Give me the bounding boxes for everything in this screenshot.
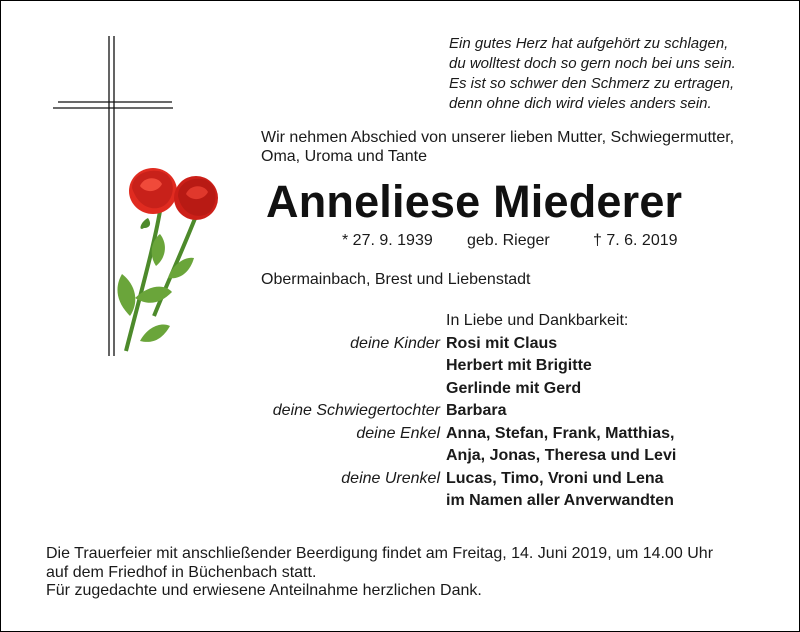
place-names: Obermainbach, Brest und Liebenstadt — [261, 271, 531, 288]
birth-date: * 27. 9. 1939 — [342, 232, 433, 249]
family-row — [0, 380, 800, 403]
footer-line: auf dem Friedhof in Büchenbach statt. — [46, 563, 317, 581]
poem-line: denn ohne dich wird vieles anders sein. — [449, 95, 712, 112]
family-row — [0, 425, 800, 448]
death-date: † 7. 6. 2019 — [593, 232, 678, 249]
family-row — [0, 335, 800, 358]
poem-line: Ein gutes Herz hat aufgehört zu schlagen, — [449, 35, 729, 52]
poem-line: du wolltest doch so gern noch bei uns sein. — [449, 55, 736, 72]
family-names: Rosi mit Claus — [446, 334, 558, 352]
family-row — [0, 492, 800, 515]
family-names: In Liebe und Dankbarkeit: — [446, 312, 629, 329]
intro-line: Oma, Uroma und Tante — [261, 148, 428, 165]
family-row — [0, 357, 800, 380]
family-names: Anna, Stefan, Frank, Matthias, — [446, 424, 675, 442]
family-relation: deine Urenkel — [341, 469, 440, 487]
footer-line: Die Trauerfeier mit anschließender Beerdigung findet am Freitag, 14. Juni 2019, um 14.00 Uhr — [46, 545, 714, 562]
family-row — [0, 470, 800, 493]
family-row — [0, 447, 800, 470]
family-names: Lucas, Timo, Vroni und Lena — [446, 469, 664, 487]
intro-line: Wir nehmen Abschied von unserer lieben Mutter, Schwiegermutter, — [261, 129, 735, 146]
family-names: Gerlinde mit Gerd — [446, 379, 582, 397]
poem — [449, 34, 736, 114]
intro-text — [261, 128, 734, 166]
family-names: im Namen aller Anverwandten — [446, 492, 674, 509]
family-names: Anja, Jonas, Theresa und Levi — [446, 447, 677, 464]
family-relation: deine Schwiegertochter — [272, 402, 440, 419]
family-list — [0, 312, 800, 515]
family-row — [0, 312, 800, 335]
family-row — [0, 402, 800, 425]
poem-line: Es ist so schwer den Schmerz zu ertragen, — [449, 75, 735, 92]
deceased-name: Anneliese Miederer — [266, 176, 683, 227]
funeral-info — [46, 545, 713, 601]
family-relation: deine Enkel — [356, 424, 440, 442]
family-relation: deine Kinder — [350, 334, 440, 352]
family-names: Herbert mit Brigitte — [446, 357, 592, 374]
maiden-name: geb. Rieger — [467, 232, 550, 249]
footer-line: Für zugedachte und erwiesene Anteilnahme herzlichen Dank. — [46, 582, 482, 599]
family-names: Barbara — [446, 402, 507, 419]
